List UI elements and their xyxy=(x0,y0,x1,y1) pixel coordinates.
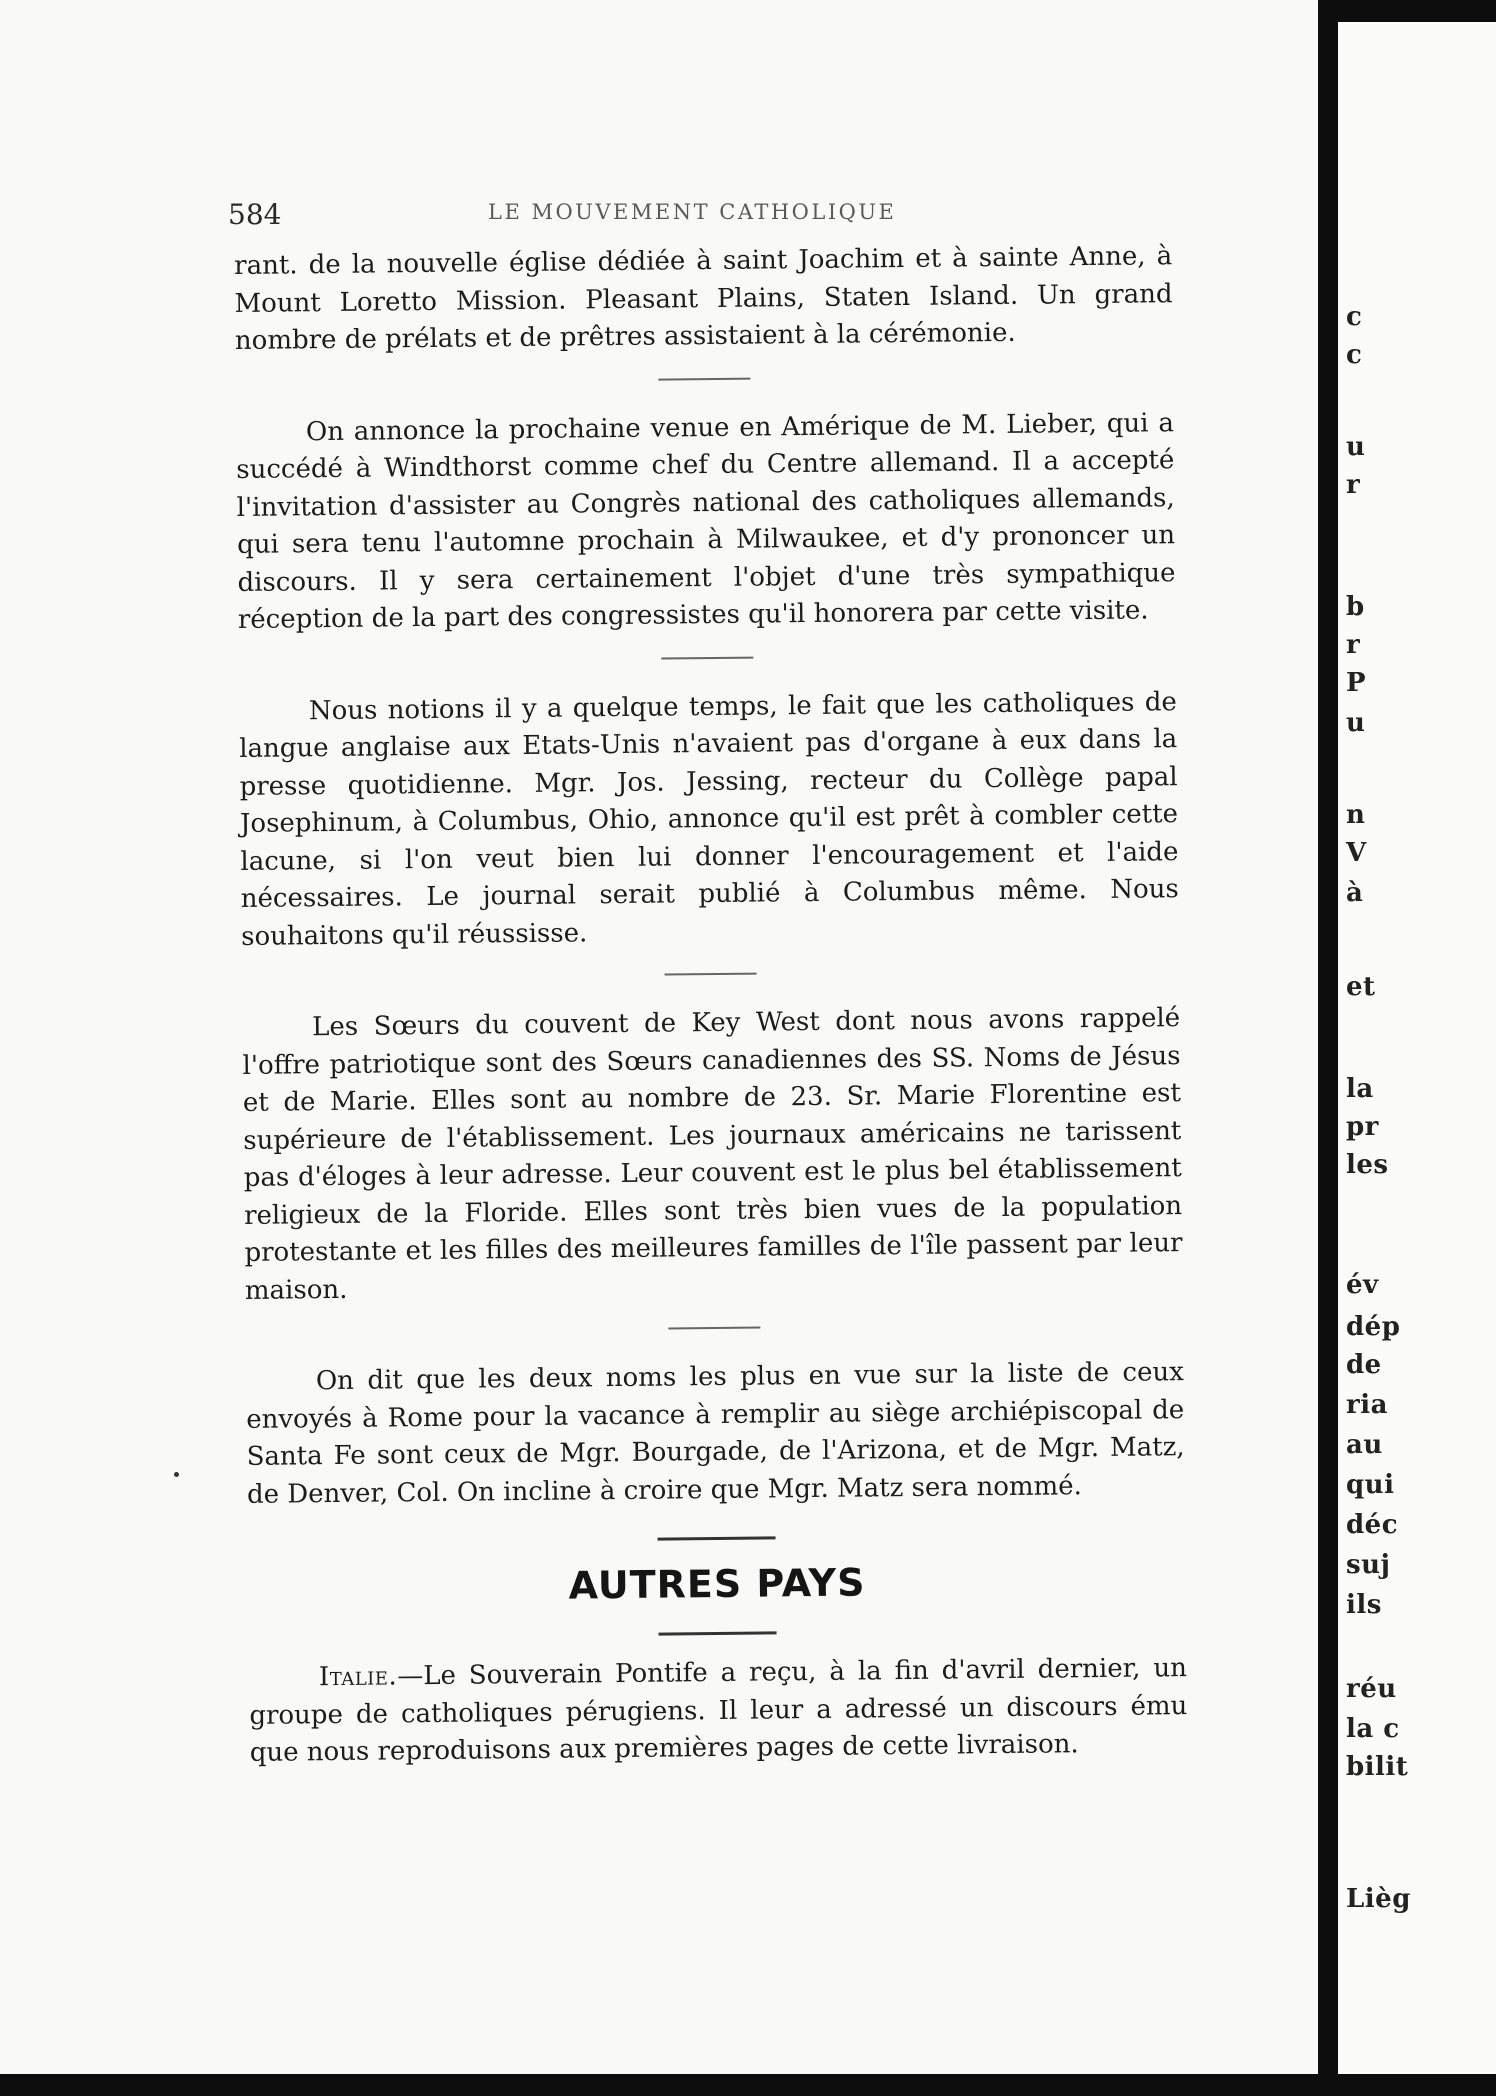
paragraph-4: Les Sœurs du couvent de Key West dont nous avons rappelé l'offre patriotique sont des Sœurs canadiennes des SS. Noms de Jésus et de Marie. Elles sont au nombre de 23. Sr. Marie Florentine est supérieure de l'établissement. Les journaux américains ne tarissent pas d'éloges à leur adresse. Leur couvent est le plus bel établissement religieux de la Floride. Elles sont très bien vues de la population protestante et les filles des meilleures familles de l'île passent par leur maison. xyxy=(242,1003,1183,1306)
italie-text: —Le Souverain Pontife a reçu, à la fin d'avril dernier, un groupe de catholiques pérugiens. Il leur a adressé un discours ému que nous reproduisons aux premières pages de cette livraison. xyxy=(249,1653,1188,1768)
right-page-fragment: u xyxy=(1346,708,1366,738)
running-title: LE MOUVEMENT CATHOLIQUE xyxy=(488,200,897,224)
right-page-fragment: au xyxy=(1346,1430,1383,1460)
right-page-fragment: déc xyxy=(1346,1510,1399,1540)
article-body xyxy=(234,238,1188,1772)
right-page-fragment: r xyxy=(1346,470,1361,500)
right-page-fragment: qui xyxy=(1346,1470,1395,1500)
separator-rule xyxy=(668,1327,760,1330)
right-page-fragment: V xyxy=(1346,838,1367,868)
section-title: AUTRES PAYS xyxy=(568,1560,866,1608)
paragraph-5: On dit que les deux noms les plus en vue sur la liste de ceux envoyés à Rome pour la vacance à remplir au siège archiépiscopal de Santa Fe sont ceux de Mgr. Bourgade, de l'Arizona, et de Mgr. Matz, de Denver, Col. On incline à croire que Mgr. Matz sera nommé. xyxy=(246,1357,1185,1510)
right-page-fragment: la xyxy=(1346,1074,1374,1104)
separator-rule xyxy=(661,656,753,659)
separator-rule xyxy=(658,377,750,380)
right-page-fragment: r xyxy=(1346,630,1361,660)
right-page-edge xyxy=(1338,22,1496,2074)
country-label: Italie. xyxy=(318,1661,398,1693)
right-page-fragment: ils xyxy=(1346,1590,1382,1620)
right-page-fragment: év xyxy=(1346,1270,1379,1300)
paragraph-3: Nous notions il y a quelque temps, le fait que les catholiques de langue anglaise aux Etats-Unis n'avaient pas d'organe à eux dans la presse quotidienne. Mgr. Jos. Jessing, recteur du Collège papal Josephinum, à Columbus, Ohio, annonce qu'il est prêt à combler cette lacune, si l'on veut bien lui donner l'encouragement et l'aide nécessaires. Le journal serait publié à Columbus même. Nous souhaitons qu'il réussisse. xyxy=(239,686,1179,952)
right-page-fragment: P xyxy=(1346,668,1367,698)
right-page-fragment: à xyxy=(1346,878,1364,908)
right-page-fragment: de xyxy=(1346,1350,1382,1380)
right-page-fragment: u xyxy=(1346,432,1366,462)
right-page-fragment: c xyxy=(1346,340,1363,370)
right-page-fragment: Lièg xyxy=(1346,1884,1411,1914)
page-header xyxy=(228,198,1158,238)
paragraph-1: rant. de la nouvelle église dédiée à saint Joachim et à sainte Anne, à Mount Loretto Mission. Pleasant Plains, Staten Island. Un grand nombre de prélats et de prêtres assistaient à la cérémonie. xyxy=(234,241,1173,356)
right-page-fragment: suj xyxy=(1346,1550,1391,1580)
separator-rule xyxy=(665,973,757,976)
paragraph-italie xyxy=(249,1650,1188,1772)
right-page-fragment: les xyxy=(1346,1150,1389,1180)
right-page-fragment: bilit xyxy=(1346,1752,1409,1782)
right-page-fragment: la c xyxy=(1346,1714,1400,1744)
right-page-fragment: c xyxy=(1346,302,1363,332)
section-rule-bottom xyxy=(659,1631,777,1635)
right-page-fragment: dép xyxy=(1346,1312,1401,1342)
right-page-fragment: réu xyxy=(1346,1674,1397,1704)
right-page-fragment: pr xyxy=(1346,1112,1379,1142)
right-page-fragment: et xyxy=(1346,972,1376,1002)
right-page-fragment: ria xyxy=(1346,1390,1388,1420)
right-page-fragments xyxy=(1338,22,1496,2074)
paragraph-2: On annonce la prochaine venue en Amérique de M. Lieber, qui a succédé à Windthorst comme chef du Centre allemand. Il a accepté l'invitation d'assister au Congrès national des catholiques allemands, qui sera tenu l'automne prochain à Milwaukee, et d'y prononcer un discours. Il y sera certainement l'objet d'une très sympathique réception de la part des congressistes qu'il honorera par cette visite. xyxy=(236,407,1176,635)
right-page-fragment: b xyxy=(1346,592,1365,622)
page-number: 584 xyxy=(228,198,282,231)
right-page-fragment: n xyxy=(1346,800,1366,830)
section-rule-top xyxy=(658,1536,776,1540)
ink-speck xyxy=(174,1472,179,1477)
